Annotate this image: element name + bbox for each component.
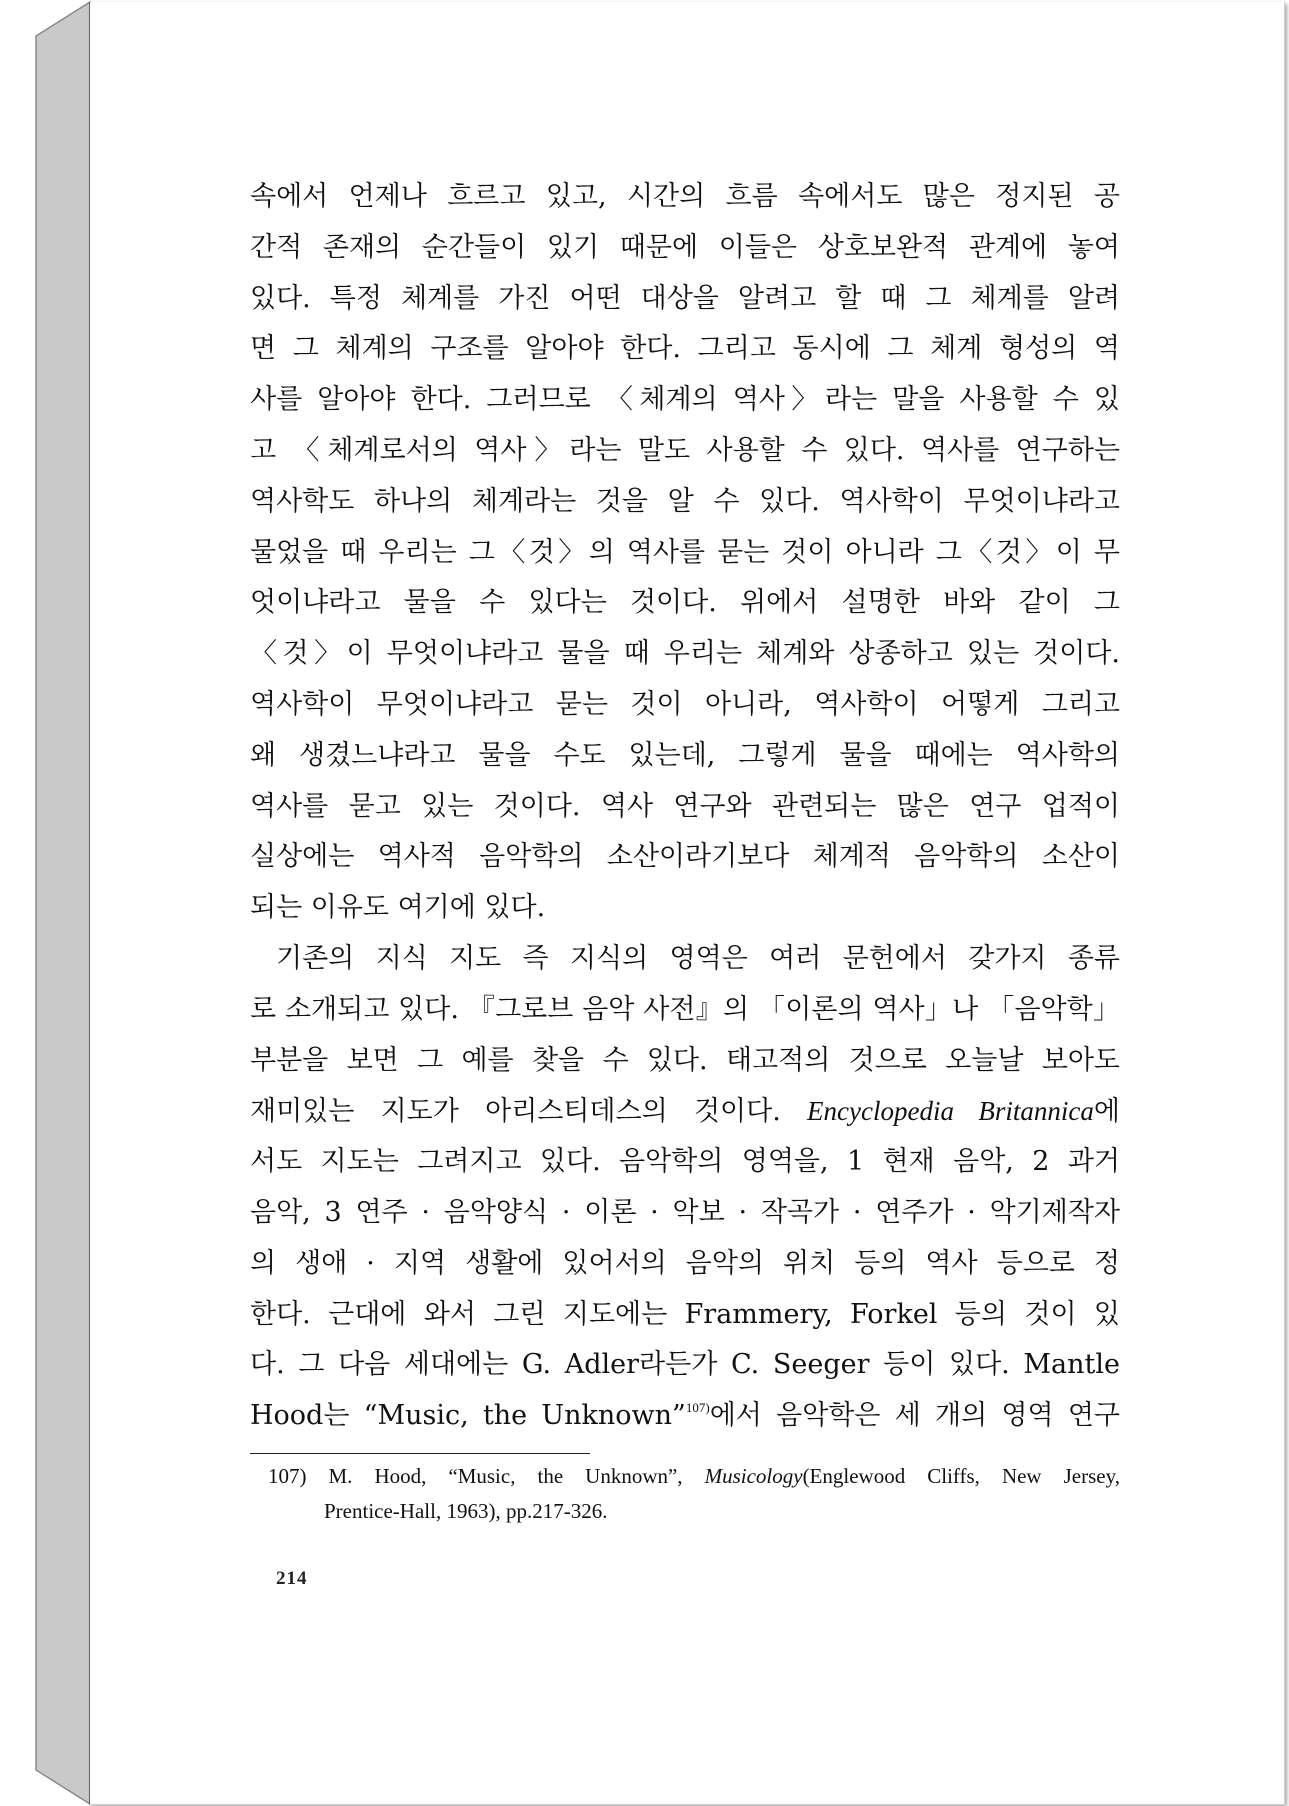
text-line: 속에서 언제나 흐르고 있고, 시간의 흐름 속에서도 많은 정지된 공 <box>250 181 1120 212</box>
text-segment: 재미있는 지도가 아리스티데스의 것이다. <box>250 1096 808 1128</box>
text-segment: 에 <box>1093 1096 1120 1128</box>
text-line: 간적 존재의 순간들이 있기 때문에 이들은 상호보완적 관계에 놓여 <box>250 231 1120 263</box>
text-line: 로 소개되고 있다. 『그로브 음악 사전』의 「이론의 역사」나 「음악학」 <box>250 993 1120 1025</box>
footnote-segment: (Englewood Cliffs, New Jersey, <box>802 1464 1120 1488</box>
text-segment: Hood는 “Music, the Unknown” <box>250 1400 686 1432</box>
text-line: 서도 지도는 그려지고 있다. 음악학의 영역을, 1 현재 음악, 2 과거 <box>250 1146 1120 1178</box>
text-line: 면 그 체계의 구조를 알아야 한다. 그리고 동시에 그 체계 형성의 역 <box>250 333 1120 365</box>
text-line: 고 〈체계로서의 역사〉라는 말도 사용할 수 있다. 역사를 연구하는 <box>250 434 1120 466</box>
text-line: 역사학이 무엇이냐라고 묻는 것이 아니라, 역사학이 어떻게 그리고 <box>250 688 1120 720</box>
text-line: 실상에는 역사적 음악학의 소산이라기보다 체계적 음악학의 소산이 <box>250 841 1120 873</box>
footnote <box>268 1459 1120 1529</box>
text-line: 있다. 특정 체계를 가진 어떤 대상을 알려고 할 때 그 체계를 알려 <box>250 282 1120 314</box>
text-line-with-title <box>250 1086 1120 1137</box>
text-line: 부분을 보면 그 예를 찾을 수 있다. 태고적의 것으로 오늘날 보아도 <box>250 1044 1120 1076</box>
text-line: 다. 그 다음 세대에는 G. Adler라든가 C. Seeger 등이 있다. Mantle <box>250 1349 1120 1381</box>
book-title: Encyclopedia Britannica <box>807 1096 1094 1127</box>
text-line: 왜 생겼느냐라고 물을 수도 있는데, 그렇게 물을 때에는 역사학의 <box>250 739 1120 771</box>
text-line: 역사학도 하나의 체계라는 것을 알 수 있다. 역사학이 무엇이냐라고 <box>250 485 1120 517</box>
text-line: 음악, 3 연주 · 음악양식 · 이론 · 악보 · 작곡가 · 연주가 · 악기제작자 <box>250 1196 1120 1228</box>
footnote-continuation: Prentice-Hall, 1963), pp.217-326. <box>324 1499 608 1523</box>
text-line: 물었을 때 우리는 그〈것〉의 역사를 묻는 것이 아니라 그〈것〉이 무 <box>250 536 1120 568</box>
footnote-segment: 107) M. Hood, “Music, the Unknown”, <box>268 1464 705 1488</box>
text-line: 한다. 근대에 와서 그린 지도에는 Frammery, Forkel 등의 것이 있 <box>250 1298 1120 1330</box>
text-line: 〈것〉이 무엇이냐라고 물을 때 우리는 체계와 상종하고 있는 것이다. <box>250 638 1120 670</box>
text-line: 엇이냐라고 물을 수 있다는 것이다. 위에서 설명한 바와 같이 그 <box>250 587 1120 619</box>
paragraph-start-line: 기존의 지식 지도 즉 지식의 영역은 여러 문헌에서 갖가지 종류 <box>276 942 1120 974</box>
footnote-book-title: Musicology <box>704 1464 803 1488</box>
paragraph-end-line: 되는 이유도 여기에 있다. <box>250 892 546 924</box>
body-text <box>250 172 1120 1442</box>
text-segment: 에서 음악학은 세 개의 영역 연구 <box>709 1400 1121 1432</box>
footnote-reference[interactable]: 107) <box>685 1400 710 1416</box>
text-line: 사를 알아야 한다. 그러므로 〈체계의 역사〉라는 말을 사용할 수 있 <box>250 384 1120 416</box>
footnote-separator <box>250 1453 590 1454</box>
footnote-line <box>268 1459 1120 1494</box>
page-number: 214 <box>276 1568 308 1589</box>
text-line-with-footnote-ref <box>250 1391 1120 1442</box>
text-line: 의 생애 · 지역 생활에 있어서의 음악의 위치 등의 역사 등으로 정 <box>250 1247 1120 1279</box>
text-line: 역사를 묻고 있는 것이다. 역사 연구와 관련되는 많은 연구 업적이 <box>250 790 1120 822</box>
